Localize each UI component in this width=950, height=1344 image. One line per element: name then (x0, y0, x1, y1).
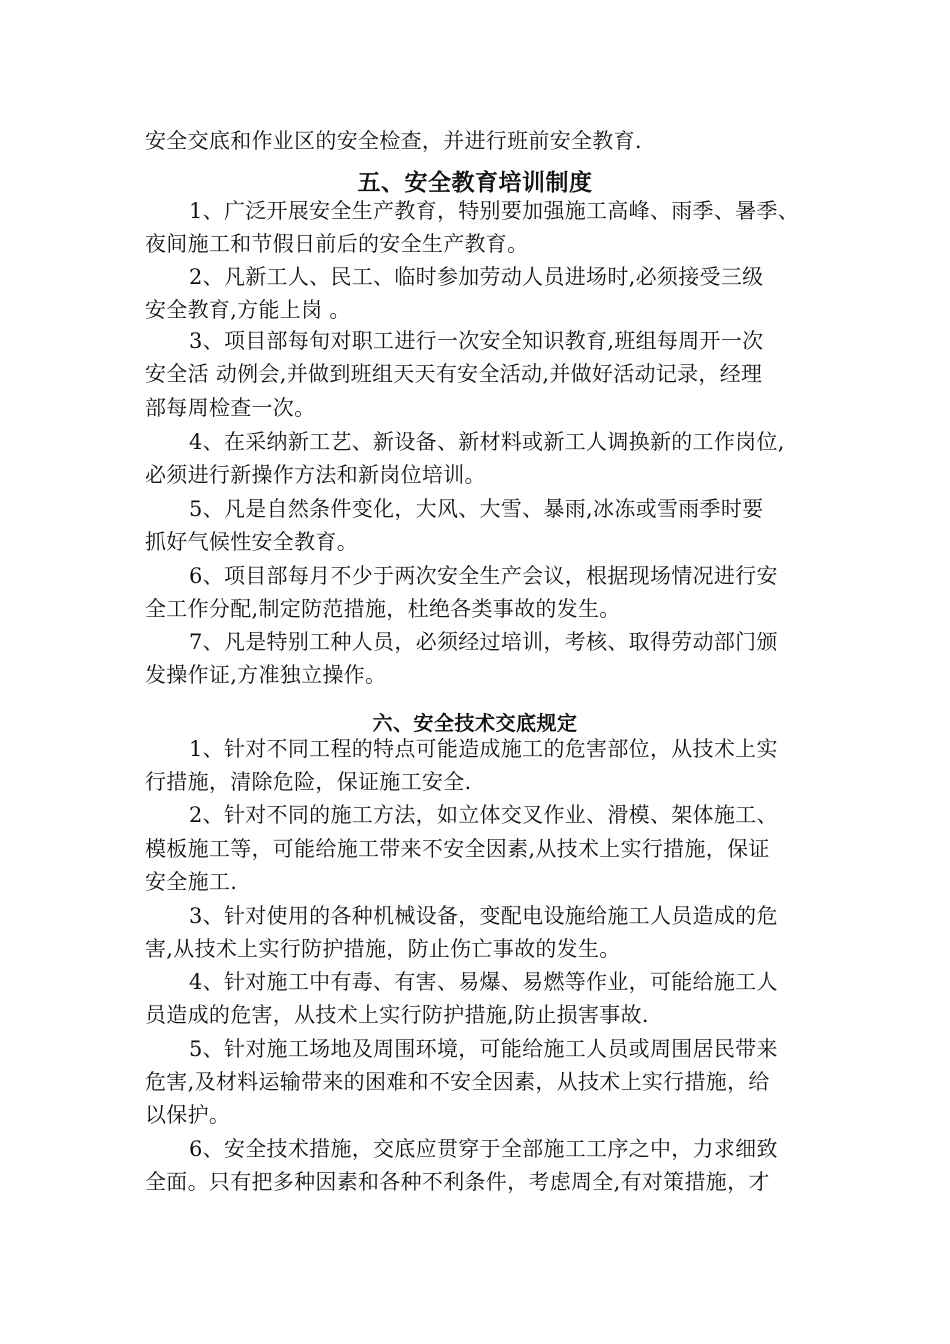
s6-item-1-line-1: 1、针对不同工程的特点可能造成施工的危害部位，从技术上实 (189, 737, 778, 761)
s5-item-5-line-2: 抓好气候性安全教育。 (145, 530, 358, 554)
s5-item-4-line-2: 必须进行新操作方法和新岗位培训。 (145, 463, 486, 487)
section-5-title: 五、安全教育培训制度 (357, 169, 593, 196)
s5-item-6-line-2: 全工作分配,制定防范措施，杜绝各类事故的发生。 (145, 597, 621, 621)
s6-item-3-line-1: 3、针对使用的各种机械设备，变配电设施给施工人员造成的危 (189, 904, 778, 928)
s5-item-7-line-2: 发操作证,方准独立操作。 (145, 663, 387, 687)
s6-item-1-line-2: 行措施，清除危险，保证施工安全. (145, 770, 472, 794)
s5-item-3-line-1: 3、项目部每旬对职工进行一次安全知识教育,班组每周开一次 (189, 329, 764, 353)
s5-item-1-line-2: 夜间施工和节假日前后的安全生产教育。 (145, 232, 529, 256)
s5-item-2-line-1: 2、凡新工人、民工、临时参加劳动人员进场时,必须接受三级 (189, 265, 764, 289)
s6-item-5-line-3: 以保护。 (145, 1103, 231, 1127)
s6-item-3-line-2: 害,从技术上实行防护措施，防止伤亡事故的发生。 (145, 937, 621, 961)
s5-item-5-line-1: 5、凡是自然条件变化，大风、大雪、暴雨,冰冻或雪雨季时要 (189, 497, 764, 521)
s6-item-6-line-1: 6、安全技术措施，交底应贯穿于全部施工工序之中，力求细致 (189, 1137, 778, 1161)
section-6-title: 六、安全技术交底规定 (372, 711, 578, 735)
s5-item-3-line-3: 部每周检查一次。 (145, 396, 316, 420)
s6-item-5-line-1: 5、针对施工场地及周围环境，可能给施工人员或周围居民带来 (189, 1037, 778, 1061)
s6-item-4-line-2: 员造成的危害，从技术上实行防护措施,防止损害事故. (145, 1003, 649, 1027)
s6-item-2-line-1: 2、针对不同的施工方法，如立体交叉作业、滑模、架体施工、 (189, 803, 778, 827)
s6-item-2-line-2: 模板施工等，可能给施工带来不安全因素,从技术上实行措施，保证 (145, 837, 770, 861)
s6-item-4-line-1: 4、针对施工中有毒、有害、易爆、易燃等作业，可能给施工人 (189, 970, 778, 994)
s5-item-2-line-2: 安全教育,方能上岗 。 (145, 298, 351, 322)
s5-item-6-line-1: 6、项目部每月不少于两次安全生产会议，根据现场情况进行安 (189, 564, 778, 588)
s5-item-1-line-1: 1、广泛开展安全生产教育，特别要加强施工高峰、雨季、暑季、 (189, 199, 800, 223)
s6-item-6-line-2: 全面。只有把多种因素和各种不利条件，考虑周全,有对策措施，才 (145, 1170, 770, 1194)
s6-item-2-line-3: 安全施工. (145, 870, 238, 894)
s5-item-3-line-2: 安全活 动例会,并做到班组天天有安全活动,并做好活动记录，经理 (145, 362, 763, 386)
s5-item-7-line-1: 7、凡是特别工种人员，必须经过培训，考核、取得劳动部门颁 (189, 630, 778, 654)
intro-line: 安全交底和作业区的安全检查，并进行班前安全教育. (145, 129, 642, 153)
s6-item-5-line-2: 危害,及材料运输带来的困难和不安全因素，从技术上实行措施，给 (145, 1070, 770, 1094)
s5-item-4-line-1: 4、在采纳新工艺、新设备、新材料或新工人调换新的工作岗位, (189, 430, 785, 454)
